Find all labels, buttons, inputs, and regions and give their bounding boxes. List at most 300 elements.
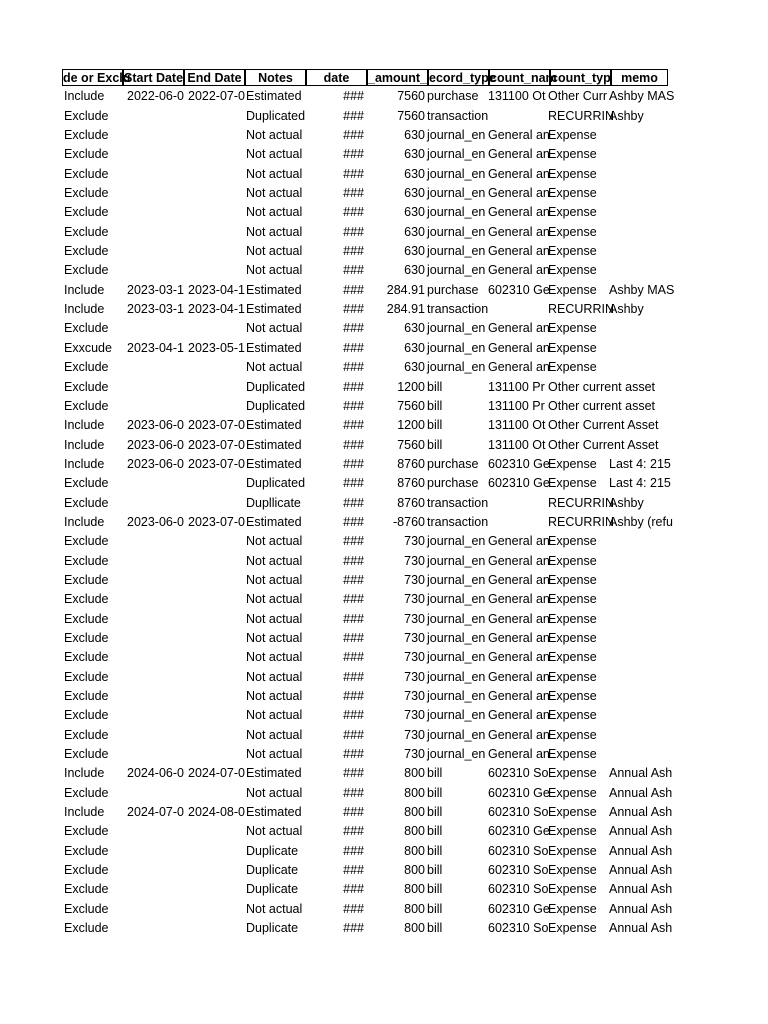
cell-include[interactable]: Exclude <box>64 360 109 375</box>
cell-record-type[interactable]: journal_en <box>427 747 486 762</box>
cell-memo[interactable] <box>609 416 667 435</box>
cell-include[interactable]: Exclude <box>64 863 109 878</box>
cell-end-date[interactable]: 2022-07-0 <box>188 89 245 104</box>
cell-account-name[interactable]: 131100 Ot <box>488 89 546 104</box>
cell-end-date[interactable] <box>185 184 245 203</box>
cell-include[interactable]: Exclude <box>64 572 109 587</box>
cell-end-date[interactable] <box>185 261 245 280</box>
cell-include[interactable]: Exclude <box>64 321 109 336</box>
cell-notes[interactable]: Duplicate <box>246 863 299 878</box>
cell-account-name[interactable]: General an <box>488 224 550 239</box>
cell-end-date[interactable] <box>185 900 245 919</box>
cell-include[interactable]: Include <box>64 437 105 452</box>
cell-notes[interactable]: Not actual <box>246 321 303 336</box>
header-notes[interactable]: Notes <box>245 69 306 86</box>
cell-memo[interactable] <box>609 745 667 764</box>
cell-notes[interactable]: Not actual <box>246 689 303 703</box>
cell-account-name[interactable]: General an <box>488 186 550 201</box>
cell-end-date[interactable] <box>185 571 245 590</box>
cell-start-date[interactable] <box>124 610 184 629</box>
cell-end-date[interactable]: 2023-05-1 <box>188 340 245 355</box>
cell-start-date[interactable] <box>124 223 184 242</box>
cell-date[interactable]: ### <box>343 224 364 239</box>
cell-account-type[interactable]: Expense <box>548 456 597 471</box>
cell-record-type[interactable]: bill <box>427 824 443 839</box>
cell-include[interactable]: Exclude <box>64 882 109 897</box>
cell-account-type[interactable]: Expense <box>548 901 597 916</box>
cell-date[interactable]: ### <box>343 863 364 878</box>
cell-date[interactable]: ### <box>343 456 364 471</box>
cell-notes[interactable]: Estimated <box>246 766 302 781</box>
cell-date[interactable]: ### <box>343 882 364 897</box>
cell-start-date[interactable] <box>124 842 184 861</box>
cell-end-date[interactable] <box>185 532 245 551</box>
cell-include[interactable]: Exclude <box>64 669 109 684</box>
cell-amount[interactable]: 730 <box>404 747 425 762</box>
cell-account-type[interactable]: Expense <box>548 321 597 336</box>
cell-end-date[interactable] <box>185 687 245 706</box>
cell-memo[interactable]: Ashby <box>609 302 644 317</box>
cell-memo[interactable] <box>609 706 667 725</box>
cell-start-date[interactable] <box>124 261 184 280</box>
cell-amount[interactable]: 730 <box>404 727 425 742</box>
cell-account-type[interactable]: Expense <box>548 553 597 568</box>
cell-notes[interactable]: Not actual <box>246 147 303 162</box>
cell-record-type[interactable]: bill <box>427 921 443 936</box>
cell-memo[interactable] <box>609 242 667 261</box>
cell-end-date[interactable] <box>185 648 245 667</box>
cell-amount[interactable]: 800 <box>404 843 425 858</box>
cell-include[interactable]: Exclude <box>64 224 109 239</box>
cell-amount[interactable]: 630 <box>404 147 425 162</box>
cell-record-type[interactable]: bill <box>427 785 443 800</box>
cell-account-type[interactable]: Expense <box>548 476 597 491</box>
cell-amount[interactable]: -8760 <box>393 514 425 529</box>
cell-account-name[interactable]: General an <box>488 669 550 684</box>
cell-account-type[interactable]: Expense <box>548 534 597 549</box>
cell-start-date[interactable] <box>124 145 184 164</box>
cell-notes[interactable]: Duplicate <box>246 921 299 936</box>
cell-start-date[interactable] <box>124 184 184 203</box>
cell-account-type[interactable]: Expense <box>548 863 597 878</box>
cell-notes[interactable]: Not actual <box>246 727 303 742</box>
cell-date[interactable]: ### <box>343 379 364 394</box>
cell-memo[interactable]: Ashby MAS <box>609 282 675 297</box>
cell-date[interactable]: ### <box>343 476 364 491</box>
cell-include[interactable]: Include <box>64 456 105 471</box>
cell-account-name[interactable]: General an <box>488 708 550 723</box>
cell-date[interactable]: ### <box>343 669 364 684</box>
cell-date[interactable]: ### <box>343 708 364 723</box>
cell-memo[interactable] <box>609 165 667 184</box>
cell-include[interactable]: Exclude <box>64 108 109 123</box>
cell-start-date[interactable] <box>124 822 184 841</box>
header-start-date[interactable]: Start Date <box>124 71 184 85</box>
cell-notes[interactable]: Not actual <box>246 224 303 239</box>
cell-start-date[interactable] <box>124 919 184 938</box>
cell-include[interactable]: Exclude <box>64 747 109 762</box>
header-memo[interactable]: memo <box>611 69 668 86</box>
cell-account-type[interactable]: Expense <box>548 166 597 181</box>
cell-notes[interactable]: Duplicated <box>246 108 306 123</box>
cell-record-type[interactable]: journal_en <box>427 592 486 607</box>
cell-start-date[interactable] <box>124 552 184 571</box>
header-end-date[interactable]: End Date <box>184 69 245 86</box>
cell-date[interactable]: ### <box>343 785 364 800</box>
cell-notes[interactable]: Not actual <box>246 747 303 762</box>
cell-record-type[interactable]: journal_en <box>427 205 486 220</box>
cell-end-date[interactable] <box>185 165 245 184</box>
cell-notes[interactable]: Not actual <box>246 244 303 259</box>
cell-end-date[interactable] <box>185 706 245 725</box>
cell-amount[interactable]: 7560 <box>397 89 425 104</box>
cell-amount[interactable]: 630 <box>404 263 425 278</box>
cell-end-date[interactable]: 2023-07-0 <box>188 456 245 471</box>
cell-start-date[interactable]: 2023-03-1 <box>127 302 184 317</box>
cell-include[interactable]: Exxcude <box>64 340 112 355</box>
cell-end-date[interactable] <box>185 378 245 397</box>
cell-record-type[interactable]: journal_en <box>427 534 486 549</box>
cell-end-date[interactable] <box>185 880 245 899</box>
cell-notes[interactable]: Not actual <box>246 263 303 278</box>
cell-account-type[interactable]: Expense <box>548 843 597 858</box>
cell-include[interactable]: Exclude <box>64 727 109 742</box>
cell-amount[interactable]: 630 <box>404 166 425 181</box>
cell-account-name[interactable]: General an <box>488 166 550 181</box>
cell-amount[interactable]: 1200 <box>397 418 425 433</box>
cell-account-type[interactable]: Expense <box>548 340 597 355</box>
cell-end-date[interactable]: 2023-04-1 <box>188 302 245 317</box>
cell-start-date[interactable]: 2024-07-0 <box>127 805 184 820</box>
cell-account-name[interactable]: General an <box>488 321 550 336</box>
cell-amount[interactable]: 800 <box>404 805 425 820</box>
cell-notes[interactable]: Estimated <box>246 456 302 471</box>
cell-amount[interactable]: 730 <box>404 669 425 684</box>
cell-end-date[interactable] <box>185 861 245 880</box>
cell-record-type[interactable]: bill <box>427 901 443 916</box>
cell-date[interactable]: ### <box>343 186 364 201</box>
cell-record-type[interactable]: journal_en <box>427 224 486 239</box>
cell-record-type[interactable]: bill <box>427 418 443 433</box>
cell-notes[interactable]: Estimated <box>246 805 302 820</box>
cell-account-type[interactable]: Expense <box>548 689 597 703</box>
cell-account-type[interactable]: Other Current Asset <box>548 418 659 433</box>
cell-account-type[interactable]: RECURRIN <box>548 108 614 123</box>
cell-end-date[interactable] <box>185 242 245 261</box>
cell-date[interactable]: ### <box>343 611 364 626</box>
cell-account-type[interactable]: Other current asset <box>548 398 655 413</box>
cell-include[interactable]: Exclude <box>64 263 109 278</box>
cell-end-date[interactable]: 2024-08-0 <box>188 805 245 820</box>
cell-date[interactable]: ### <box>343 901 364 916</box>
cell-include[interactable]: Include <box>64 805 105 820</box>
cell-account-type[interactable]: Expense <box>548 592 597 607</box>
cell-account-name[interactable]: General an <box>488 534 550 549</box>
cell-notes[interactable]: Not actual <box>246 186 303 201</box>
cell-record-type[interactable]: journal_en <box>427 340 486 355</box>
cell-memo[interactable]: Annual Ash <box>609 882 673 897</box>
cell-memo[interactable]: Ashby (refu <box>609 514 673 529</box>
cell-memo[interactable]: Annual Ash <box>609 921 673 936</box>
cell-amount[interactable]: 8760 <box>397 476 425 491</box>
cell-date[interactable]: ### <box>343 824 364 839</box>
cell-record-type[interactable]: journal_en <box>427 669 486 684</box>
cell-end-date[interactable] <box>185 552 245 571</box>
cell-notes[interactable]: Not actual <box>246 785 303 800</box>
cell-record-type[interactable]: bill <box>427 882 443 897</box>
cell-date[interactable]: ### <box>343 360 364 375</box>
cell-include[interactable]: Exclude <box>64 495 109 510</box>
cell-notes[interactable]: Duplicated <box>246 379 306 394</box>
header-account-type[interactable]: count_typ <box>551 71 611 85</box>
cell-notes[interactable]: Estimated <box>246 437 302 452</box>
cell-account-name[interactable]: 131100 Ot <box>488 418 546 433</box>
cell-amount[interactable]: 730 <box>404 592 425 607</box>
cell-end-date[interactable] <box>185 319 245 338</box>
cell-date[interactable]: ### <box>343 205 364 220</box>
cell-date[interactable]: ### <box>343 398 364 413</box>
cell-amount[interactable]: 730 <box>404 572 425 587</box>
cell-start-date[interactable] <box>124 648 184 667</box>
cell-end-date[interactable] <box>185 494 245 513</box>
cell-amount[interactable]: 800 <box>404 863 425 878</box>
cell-notes[interactable]: Not actual <box>246 360 303 375</box>
cell-start-date[interactable] <box>124 726 184 745</box>
cell-start-date[interactable]: 2024-06-0 <box>127 766 184 781</box>
cell-record-type[interactable]: journal_en <box>427 553 486 568</box>
cell-date[interactable]: ### <box>343 689 364 703</box>
cell-include[interactable]: Exclude <box>64 901 109 916</box>
cell-start-date[interactable] <box>124 532 184 551</box>
cell-record-type[interactable]: transaction <box>427 302 489 317</box>
cell-amount[interactable]: 730 <box>404 689 425 703</box>
cell-include[interactable]: Exclude <box>64 534 109 549</box>
cell-amount[interactable]: 8760 <box>397 495 425 510</box>
cell-start-date[interactable] <box>124 397 184 416</box>
cell-date[interactable]: ### <box>343 302 364 317</box>
cell-account-name[interactable]: General an <box>488 572 550 587</box>
cell-include[interactable]: Exclude <box>64 186 109 201</box>
cell-end-date[interactable] <box>185 107 245 126</box>
cell-account-type[interactable]: Expense <box>548 747 597 762</box>
cell-record-type[interactable]: journal_en <box>427 572 486 587</box>
cell-start-date[interactable] <box>124 494 184 513</box>
cell-record-type[interactable]: purchase <box>427 282 479 297</box>
cell-account-name[interactable]: 602310 So <box>488 843 549 858</box>
cell-amount[interactable]: 800 <box>404 766 425 781</box>
cell-include[interactable]: Exclude <box>64 689 109 703</box>
cell-start-date[interactable] <box>124 668 184 687</box>
cell-date[interactable]: ### <box>343 843 364 858</box>
cell-account-name[interactable]: General an <box>488 650 550 665</box>
cell-memo[interactable] <box>609 145 667 164</box>
cell-start-date[interactable] <box>124 745 184 764</box>
cell-include[interactable]: Exclude <box>64 824 109 839</box>
cell-memo[interactable] <box>609 184 667 203</box>
cell-memo[interactable] <box>609 648 667 667</box>
cell-account-name[interactable]: 131100 Pr <box>488 398 545 413</box>
cell-amount[interactable]: 800 <box>404 901 425 916</box>
cell-date[interactable]: ### <box>343 514 364 529</box>
cell-start-date[interactable] <box>124 126 184 145</box>
cell-record-type[interactable]: bill <box>427 398 443 413</box>
cell-date[interactable]: ### <box>343 747 364 762</box>
cell-end-date[interactable] <box>185 668 245 687</box>
cell-memo[interactable] <box>609 590 667 609</box>
cell-memo[interactable] <box>609 358 667 377</box>
cell-include[interactable]: Exclude <box>64 843 109 858</box>
cell-date[interactable]: ### <box>343 108 364 123</box>
cell-end-date[interactable] <box>185 223 245 242</box>
cell-start-date[interactable]: 2023-06-0 <box>127 514 184 529</box>
cell-account-name[interactable]: 602310 So <box>488 863 549 878</box>
cell-include[interactable]: Exclude <box>64 128 109 143</box>
cell-memo[interactable]: Annual Ash <box>609 824 673 839</box>
cell-start-date[interactable] <box>124 706 184 725</box>
cell-amount[interactable]: 7560 <box>397 437 425 452</box>
cell-end-date[interactable] <box>185 145 245 164</box>
cell-end-date[interactable] <box>185 784 245 803</box>
cell-account-type[interactable]: Expense <box>548 611 597 626</box>
cell-date[interactable]: ### <box>343 166 364 181</box>
cell-include[interactable]: Exclude <box>64 553 109 568</box>
cell-memo[interactable]: Ashby MAS <box>609 89 675 104</box>
cell-date[interactable]: ### <box>343 495 364 510</box>
cell-account-type[interactable]: Expense <box>548 708 597 723</box>
cell-account-name[interactable]: General an <box>488 747 550 762</box>
cell-record-type[interactable]: purchase <box>427 456 479 471</box>
cell-account-name[interactable]: 602310 Ge <box>488 476 550 491</box>
cell-account-name[interactable]: General an <box>488 592 550 607</box>
cell-account-name[interactable]: 602310 Ge <box>488 282 550 297</box>
cell-start-date[interactable] <box>124 629 184 648</box>
cell-memo[interactable] <box>609 436 667 455</box>
cell-memo[interactable]: Annual Ash <box>609 863 673 878</box>
cell-record-type[interactable]: journal_en <box>427 321 486 336</box>
cell-start-date[interactable] <box>124 900 184 919</box>
cell-memo[interactable]: Annual Ash <box>609 805 673 820</box>
cell-memo[interactable]: Annual Ash <box>609 785 673 800</box>
cell-account-name[interactable] <box>488 494 548 513</box>
cell-memo[interactable] <box>609 532 667 551</box>
cell-date[interactable]: ### <box>343 727 364 742</box>
cell-start-date[interactable]: 2023-06-0 <box>127 456 184 471</box>
cell-date[interactable]: ### <box>343 282 364 297</box>
cell-date[interactable]: ### <box>343 340 364 355</box>
cell-end-date[interactable] <box>185 726 245 745</box>
cell-account-name[interactable]: 602310 So <box>488 882 549 897</box>
cell-record-type[interactable]: journal_en <box>427 727 486 742</box>
cell-account-name[interactable]: General an <box>488 205 550 220</box>
cell-account-type[interactable]: Expense <box>548 650 597 665</box>
cell-memo[interactable] <box>609 629 667 648</box>
cell-account-type[interactable]: Other Curr <box>548 89 608 104</box>
cell-memo[interactable] <box>609 319 667 338</box>
cell-notes[interactable]: Estimated <box>246 514 302 529</box>
cell-account-name[interactable]: 131100 Pr <box>488 379 545 394</box>
cell-date[interactable]: ### <box>343 534 364 549</box>
cell-memo[interactable]: Annual Ash <box>609 843 673 858</box>
cell-start-date[interactable] <box>124 165 184 184</box>
cell-memo[interactable] <box>609 261 667 280</box>
cell-amount[interactable]: 730 <box>404 708 425 723</box>
cell-record-type[interactable]: bill <box>427 766 443 781</box>
cell-account-type[interactable]: Expense <box>548 921 597 936</box>
cell-include[interactable]: Exclude <box>64 476 109 491</box>
cell-account-name[interactable]: General an <box>488 147 550 162</box>
cell-include[interactable]: Exclude <box>64 205 109 220</box>
cell-record-type[interactable]: journal_en <box>427 708 486 723</box>
cell-amount[interactable]: 800 <box>404 824 425 839</box>
cell-start-date[interactable]: 2023-04-1 <box>127 340 184 355</box>
cell-notes[interactable]: Duplicate <box>246 882 299 897</box>
cell-account-name[interactable]: General an <box>488 360 550 375</box>
cell-notes[interactable]: Estimated <box>246 89 302 104</box>
cell-memo[interactable]: Last 4: 215 <box>609 456 671 471</box>
cell-amount[interactable]: 630 <box>404 205 425 220</box>
cell-account-name[interactable]: 602310 So <box>488 921 549 936</box>
cell-record-type[interactable]: journal_en <box>427 244 486 259</box>
cell-account-type[interactable]: Expense <box>548 785 597 800</box>
cell-record-type[interactable]: bill <box>427 379 443 394</box>
cell-account-type[interactable]: Expense <box>548 727 597 742</box>
cell-start-date[interactable] <box>124 861 184 880</box>
cell-date[interactable]: ### <box>343 650 364 665</box>
cell-amount[interactable]: 730 <box>404 534 425 549</box>
cell-record-type[interactable]: transaction <box>427 514 489 529</box>
cell-account-name[interactable]: General an <box>488 630 550 645</box>
cell-include[interactable]: Exclude <box>64 630 109 645</box>
cell-start-date[interactable] <box>124 319 184 338</box>
cell-end-date[interactable]: 2023-07-0 <box>188 437 245 452</box>
cell-account-type[interactable]: Expense <box>548 128 597 143</box>
cell-account-type[interactable]: Expense <box>548 244 597 259</box>
cell-account-name[interactable]: 602310 So <box>488 766 549 781</box>
cell-account-name[interactable]: General an <box>488 244 550 259</box>
cell-start-date[interactable] <box>124 590 184 609</box>
cell-start-date[interactable] <box>124 107 184 126</box>
cell-start-date[interactable]: 2022-06-0 <box>127 89 184 104</box>
header-record-type[interactable]: ecord_type <box>429 71 496 85</box>
cell-account-name[interactable]: 602310 Ge <box>488 824 550 839</box>
cell-amount[interactable]: 730 <box>404 650 425 665</box>
cell-account-type[interactable]: Expense <box>548 824 597 839</box>
header-include-or-exclude[interactable]: de or Exclu <box>63 71 131 85</box>
cell-include[interactable]: Include <box>64 766 105 781</box>
cell-notes[interactable]: Estimated <box>246 282 302 297</box>
cell-notes[interactable]: Duplicated <box>246 476 306 491</box>
cell-notes[interactable]: Not actual <box>246 824 303 839</box>
cell-notes[interactable]: Not actual <box>246 572 303 587</box>
cell-amount[interactable]: 630 <box>404 360 425 375</box>
cell-include[interactable]: Exclude <box>64 398 109 413</box>
cell-notes[interactable]: Not actual <box>246 534 303 549</box>
cell-include[interactable]: Include <box>64 418 105 433</box>
cell-notes[interactable]: Not actual <box>246 592 303 607</box>
cell-memo[interactable] <box>609 339 667 358</box>
cell-end-date[interactable] <box>185 590 245 609</box>
cell-account-type[interactable]: Expense <box>548 186 597 201</box>
cell-include[interactable]: Exclude <box>64 650 109 665</box>
cell-memo[interactable]: Ashby <box>609 495 644 510</box>
cell-record-type[interactable]: journal_en <box>427 611 486 626</box>
cell-record-type[interactable]: journal_en <box>427 630 486 645</box>
cell-include[interactable]: Exclude <box>64 785 109 800</box>
cell-account-name[interactable] <box>488 513 548 532</box>
cell-account-name[interactable]: General an <box>488 611 550 626</box>
cell-account-name[interactable] <box>488 300 548 319</box>
cell-memo[interactable]: Ashby <box>609 108 644 123</box>
